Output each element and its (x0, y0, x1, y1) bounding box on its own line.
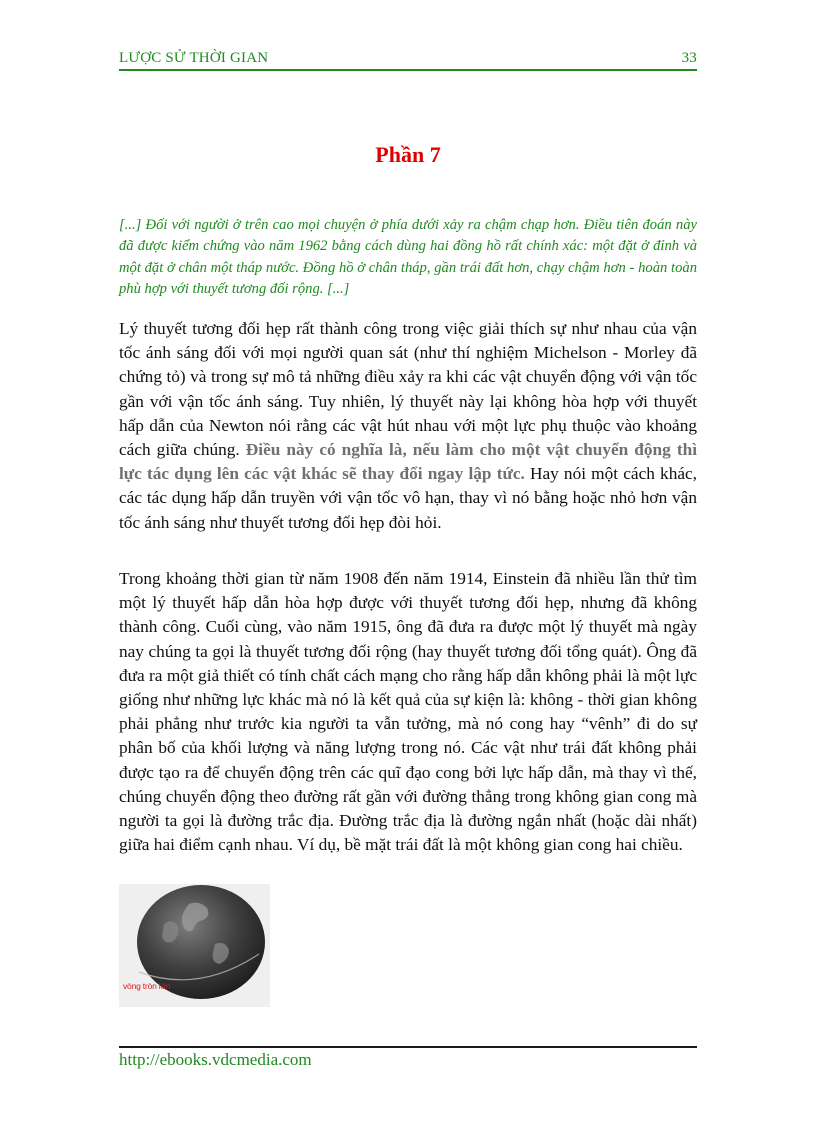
paragraph-1-emphasis: Điều này có nghĩa là, nếu làm cho một vật chuyển động thì lực tác dụng lên các vật khác sẽ thay đổi ngay lập tức. (119, 440, 697, 484)
paragraph-1-text-end: Hay nói một cách khác, các tác dụng hấp dẫn truyền với vận tốc vô hạn, thay vì nó bằng hoặc nhỏ hơn vận tốc ánh sáng như thuyết tương đối hẹp đòi hỏi. (119, 464, 697, 532)
chapter-title: Phần 7 (375, 142, 441, 167)
paragraph-1-text-start: Lý thuyết tương đối hẹp rất thành công trong việc giải thích sự như nhau của vận tốc ánh sáng đối với mọi người quan sát (như thí nghiệm Michelson - Morley đã chứng tỏ) và trong sự mô tả những điều xảy ra khi các vật chuyển động với vận tốc gần với vận tốc ánh sáng. Tuy nhiên, lý thuyết này lại không hòa hợp với thuyết hấp dẫn của Newton nói rằng các vật hút nhau với một lực phụ thuộc vào khoảng cách giữa chúng. (119, 319, 697, 460)
header-rule (119, 69, 697, 71)
page-number: 33 (681, 50, 697, 66)
chapter-epigraph: [...] Đối với người ở trên cao mọi chuyện ở phía dưới xảy ra chậm chạp hơn. Điều tiên đoán này đã được kiểm chứng vào năm 1962 bằng cách dùng hai đồng hồ rất chính xác: một đặt ở đỉnh và một đặt ở chân một tháp nước. Đồng hồ ở chân tháp, gần trái đất hơn, chạy chậm hơn - hoàn toàn phù hợp với thuyết tương đối rộng. [...] (119, 217, 697, 297)
body-paragraph-2: Trong khoảng thời gian từ năm 1908 đến năm 1914, Einstein đã nhiều lần thử tìm một lý thuyết hấp dẫn hòa hợp được với thuyết tương đối hẹp, nhưng đã không thành công. Cuối cùng, vào năm 1915, ông đã đưa ra được một lý thuyết mà ngày nay chúng ta gọi là thuyết tương đối rộng (hay thuyết tương đối tổng quát). Ông đã đưa ra một giả thiết có tính chất cách mạng cho rằng hấp dẫn không phải là một lực giống như những lực khác mà nó là kết quả của sự kiện là: không - thời gian không phải phẳng như trước kia người ta vẫn tưởng, mà nó cong hay “vênh” đi do sự phân bố của khối lượng và năng lượng trong nó. Các vật như trái đất không phải được tạo ra để chuyển động trên các quĩ đạo cong bởi lực hấp dẫn, mà thay vì thế, chúng chuyển động theo đường rất gần với đường thẳng trong không gian cong mà người ta gọi là đường trắc địa. Đường trắc địa là đường ngắn nhất (hoặc dài nhất) giữa hai điểm cạnh nhau. Ví dụ, bề mặt trái đất là một không gian cong hai chiều. (119, 569, 697, 855)
figure-label: vòng tròn lớn (123, 981, 171, 991)
book-title: LƯỢC SỬ THỜI GIAN (119, 50, 269, 66)
page-header (119, 50, 697, 70)
footer-rule (119, 1046, 697, 1048)
body-paragraph-1 (119, 317, 697, 535)
globe-figure (119, 884, 270, 1007)
footer-url: http://ebooks.vdcmedia.com (119, 1050, 312, 1069)
